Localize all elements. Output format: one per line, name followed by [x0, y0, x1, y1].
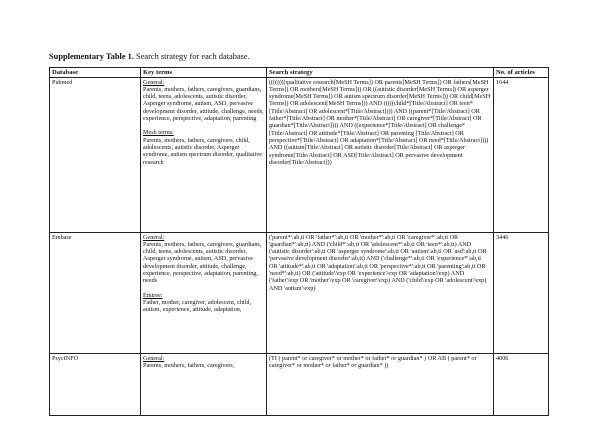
- emtree-terms-label: Emtree:: [143, 291, 163, 299]
- caption-text: Search strategy for each database.: [133, 52, 250, 61]
- cell-article-count: 4006: [494, 353, 549, 415]
- general-terms-label: General:: [143, 354, 165, 362]
- table-row-pubmed: [50, 77, 549, 232]
- cell-key-terms: [141, 353, 267, 415]
- cell-article-count: 3446: [494, 232, 549, 353]
- mesh-terms: Parents, mothers, fathers, caregivers, child, adolescents, autistic disorder, Asperger syndrome, autism spectrum disorder, qualitative research: [143, 136, 263, 166]
- header-key-terms: Key terms: [141, 68, 267, 78]
- caption-label: Supplementary Table 1.: [49, 52, 134, 61]
- cell-search-strategy: ((((((((qualitative research[MeSH Terms]) OR parents[MeSH Terms]) OR fathers[MeSH Terms]) OR mothers[MeSH Terms])) OR ((autistic disorder[MeSH Terms]) OR asperger syndrome[MeSH Terms]) OR autism spectrum disorder[MeSH Terms])) OR child[MeSH Terms]) OR adolescent[MeSH Terms])) AND (((((child*[Title/Abstract] OR teen*[Title/Abstract] OR adolescent*[Title/Abstract]))) AND ((parent*[Title/Abstract] OR father*[Title/Abstract] OR mother*[Title/Abstract] OR caregiver*[Title/Abstract] OR guardian*[Title/Abstract]))) AND ((experience*[Title/Abstract] OR challenge*[Title/Abstract] OR attitude*[Title/Abstract] OR parenting [Title/Abstract] OR perspective*[Title/Abstract] OR adaptation*[Title/Abstract] OR need*[Title/Abstract]))) AND ((autism[Title/Abstract] OR autistic disorder[Title/Abstract] OR asperger syndrome[Title/Abstract] OR ASD[Title/Abstract] OR pervasive development disorder[Title/Abstract])): [267, 77, 494, 232]
- emtree-terms: Father, mother, caregiver, adolescent, child, autism, experience, attitude, adaptation,: [143, 298, 252, 314]
- mesh-terms-label: Mesh terms:: [143, 129, 174, 137]
- header-search-strategy: Search strategy: [267, 68, 494, 78]
- general-terms: Parents, mothers, fathers, caregivers, guardians, child, teens, adolescents, autistic disorder, Asperger syndrome, autism, ASD, pervasive development disorder, attitude, challenge, needs, experience, perspective, adaptation, parenting: [143, 85, 264, 123]
- table-row-psycinfo: [50, 353, 549, 415]
- cell-search-strategy: ('parent*':ab,ti OR 'father*':ab,ti OR 'mother*':ab,ti OR 'caregiver*':ab,ti OR 'guardian*':ab,ti) AND ('child*':ab,ti OR 'adolescent*':ab,ti OR 'teen*':ab,ti) AND ('autistic disorder':ab,ti OR 'asperger syndrome':ab,ti OR 'autism':ab,ti OR 'asd':ab,ti OR 'pervasive development disorder':ab,ti) AND ('challenge*':ab,ti OR 'experience*':ab,ti OR 'attitude*':ab,ti OR 'adaptation':ab,ti OR 'perspective*':ab,ti OR 'parenting':ab,ti OR 'need*':ab,ti) OR ('attitude'/exp OR 'experience'/exp OR 'adaptation'/exp) AND ('father'/exp OR 'mother'/exp OR 'caregiver'/exp) AND ('child'/exp OR 'adolescent'/exp) AND 'autism'/exp): [267, 232, 494, 353]
- table-row-embase: [50, 232, 549, 353]
- general-terms: Parents, mothers, fathers, caregivers,: [143, 361, 235, 369]
- table-header-row: [50, 68, 549, 78]
- cell-database: PsycINFO: [50, 353, 141, 415]
- cell-search-strategy: (TI ( parent* or caregiver* or mother* or father* or guardian* ) OR AB ( parent* or caregiver* or mother* or father* or guardian* )): [267, 353, 494, 415]
- cell-database: Embase: [50, 232, 141, 353]
- cell-key-terms: [141, 77, 267, 232]
- cell-database: Pubmed: [50, 77, 141, 232]
- search-strategy-table: [49, 67, 549, 416]
- header-database: Database: [50, 68, 141, 78]
- cell-article-count: 1644: [494, 77, 549, 232]
- header-no-of-articles: No. of articles: [494, 68, 549, 78]
- general-terms-label: General:: [143, 78, 165, 86]
- general-terms: Parents, mothers, fathers, caregivers, guardians, child, teens, adolescents, autistic disorder, Asperger syndrome, autism, ASD, pervasive development disorder, attitude, challenge, experience, perspective, adaptation, parenting, needs: [143, 240, 262, 285]
- general-terms-label: General:: [143, 233, 165, 241]
- cell-key-terms: [141, 232, 267, 353]
- table-caption: [49, 52, 250, 61]
